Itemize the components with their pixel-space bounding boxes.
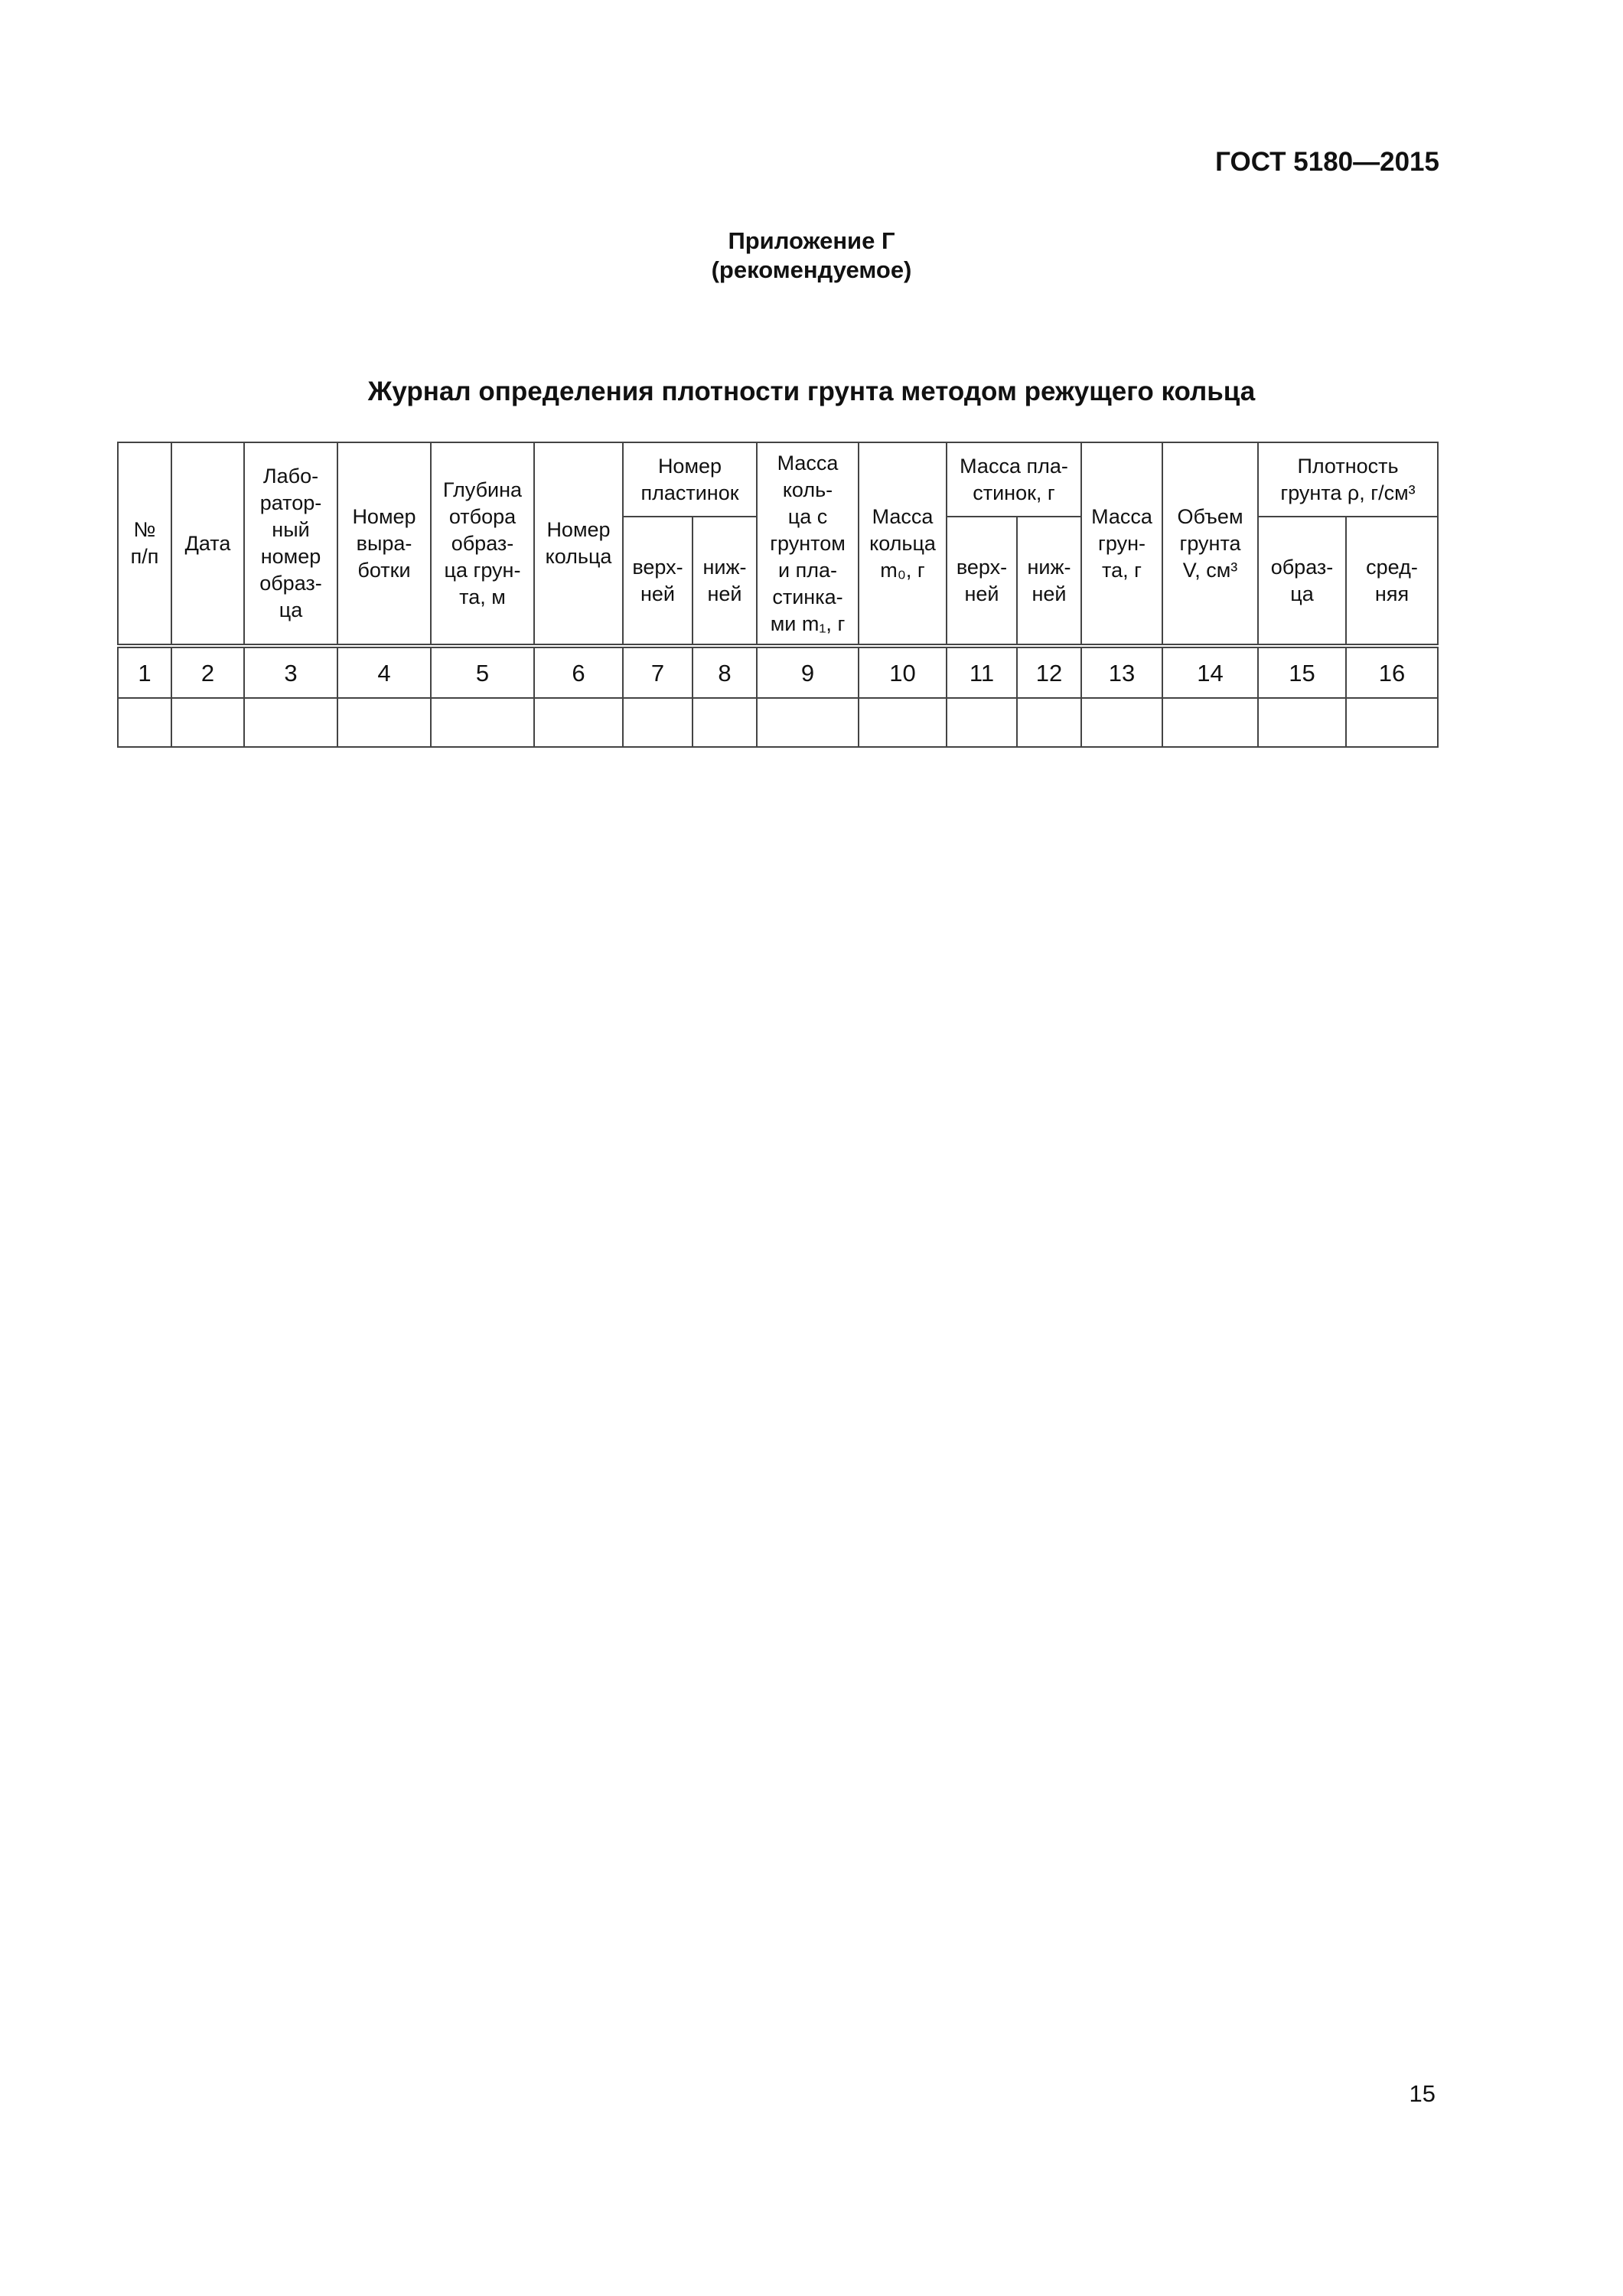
empty-cell (244, 698, 337, 747)
header-cell-plates-mass-top: верх- ней (947, 517, 1017, 646)
header-cell-mass-ring-soil: Масса коль- ца с грунтом и пла- стинка- ми m₁, г (757, 442, 859, 646)
column-number-cell: 6 (534, 646, 623, 698)
empty-cell (534, 698, 623, 747)
empty-cell (118, 698, 171, 747)
column-number-cell: 12 (1017, 646, 1081, 698)
header-cell-plates-number: Номер пластинок (623, 442, 757, 517)
document-code: ГОСТ 5180—2015 (1215, 147, 1439, 177)
journal-title: Журнал определения плотности грунта методом режущего кольца (367, 377, 1256, 406)
header-cell-density: Плотность грунта ρ, г/см³ (1258, 442, 1438, 517)
column-number-cell: 8 (693, 646, 757, 698)
header-cell-depth: Глубина отбора образ- ца грун- та, м (431, 442, 534, 646)
column-number-cell: 5 (431, 646, 534, 698)
header-cell-plates-mass: Масса пла- стинок, г (947, 442, 1081, 517)
empty-data-row (118, 698, 1438, 747)
empty-cell (947, 698, 1017, 747)
header-cell-density-sample: образ- ца (1258, 517, 1346, 646)
journal-table (117, 442, 1439, 748)
header-cell-plates-mass-bottom: ниж- ней (1017, 517, 1081, 646)
empty-cell (1162, 698, 1258, 747)
header-cell-date: Дата (171, 442, 244, 646)
empty-cell (1258, 698, 1346, 747)
empty-cell (757, 698, 859, 747)
header-cell-volume: Объем грунта V, см³ (1162, 442, 1258, 646)
column-number-cell: 4 (337, 646, 431, 698)
header-cell-mass-ring: Масса кольца m₀, г (859, 442, 947, 646)
empty-cell (1346, 698, 1438, 747)
empty-cell (431, 698, 534, 747)
header-cell-mass-soil: Масса грун- та, г (1081, 442, 1162, 646)
header-cell-lab-number: Лабо- ратор- ный номер образ- ца (244, 442, 337, 646)
empty-cell (171, 698, 244, 747)
column-number-cell: 15 (1258, 646, 1346, 698)
header-cell-density-average: сред- няя (1346, 517, 1438, 646)
column-number-cell: 1 (118, 646, 171, 698)
column-number-cell: 14 (1162, 646, 1258, 698)
header-cell-ring-number: Номер кольца (534, 442, 623, 646)
empty-cell (693, 698, 757, 747)
header-cell-plates-number-bottom: ниж- ней (693, 517, 757, 646)
table-header-row-1 (118, 442, 1438, 517)
empty-cell (1017, 698, 1081, 747)
appendix-heading (0, 227, 1623, 285)
appendix-type: (рекомендуемое) (711, 256, 912, 283)
empty-cell (1081, 698, 1162, 747)
column-number-cell: 3 (244, 646, 337, 698)
column-number-cell: 2 (171, 646, 244, 698)
column-number-row (118, 646, 1438, 698)
empty-cell (623, 698, 693, 747)
column-number-cell: 16 (1346, 646, 1438, 698)
header-cell-plates-number-top: верх- ней (623, 517, 693, 646)
column-number-cell: 11 (947, 646, 1017, 698)
appendix-title: Приложение Г (728, 227, 895, 254)
column-number-cell: 13 (1081, 646, 1162, 698)
column-number-cell: 10 (859, 646, 947, 698)
empty-cell (337, 698, 431, 747)
empty-cell (859, 698, 947, 747)
column-number-cell: 9 (757, 646, 859, 698)
header-cell-working-number: Номер выра- ботки (337, 442, 431, 646)
header-cell-no: № п/п (118, 442, 171, 646)
column-number-cell: 7 (623, 646, 693, 698)
page-number: 15 (1409, 2080, 1436, 2107)
